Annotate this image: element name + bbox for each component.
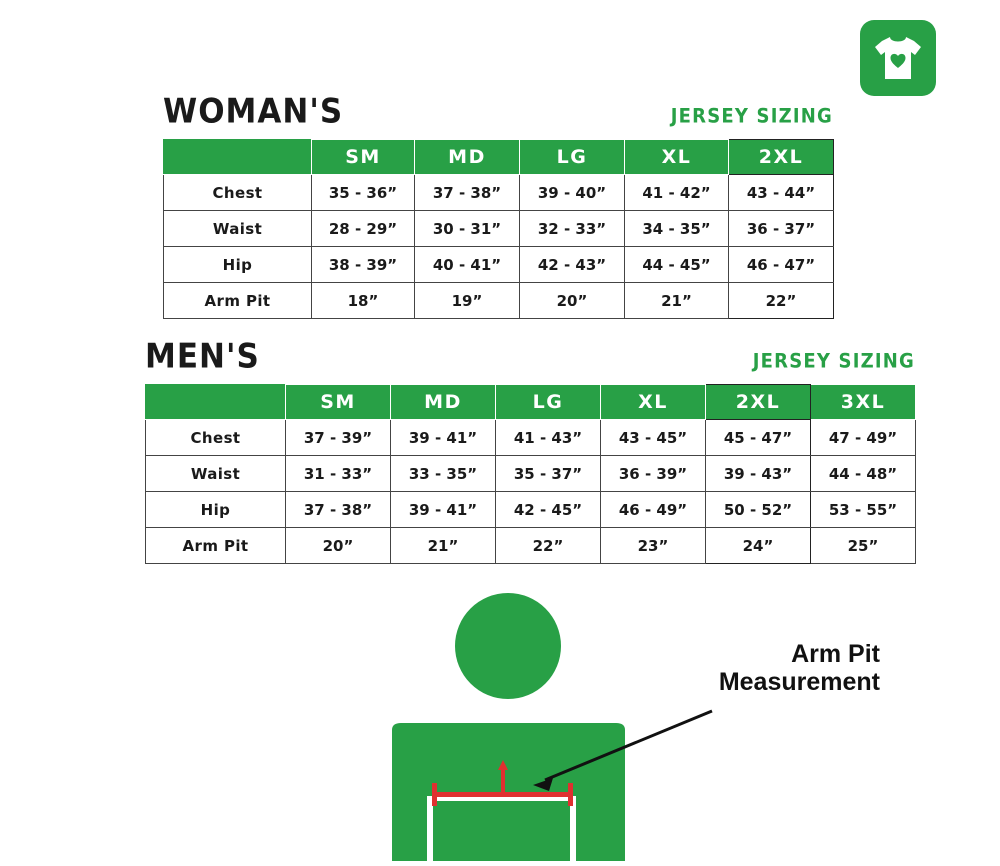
cell-chest-lg: 39 - 40” bbox=[520, 175, 625, 211]
tshirt-heart-icon bbox=[872, 34, 924, 82]
table-row bbox=[146, 492, 916, 528]
cell-waist-md: 33 - 35” bbox=[391, 456, 496, 492]
cell-armpit-3xl: 25” bbox=[811, 528, 916, 564]
cell-chest-sm: 35 - 36” bbox=[312, 175, 415, 211]
cell-hip-lg: 42 - 43” bbox=[520, 247, 625, 283]
col-header-lg: LG bbox=[496, 385, 601, 420]
cell-chest-xl: 43 - 45” bbox=[601, 420, 706, 456]
cell-hip-md: 40 - 41” bbox=[415, 247, 520, 283]
row-label-chest: Chest bbox=[146, 420, 286, 456]
section-title-mens: MEN'S bbox=[145, 337, 260, 376]
section-mens bbox=[145, 337, 915, 564]
row-label-hip: Hip bbox=[164, 247, 312, 283]
cell-hip-2xl: 50 - 52” bbox=[706, 492, 811, 528]
cell-waist-sm: 28 - 29” bbox=[312, 211, 415, 247]
brand-logo-badge bbox=[860, 20, 936, 96]
cell-waist-xl: 36 - 39” bbox=[601, 456, 706, 492]
armpit-measurement-illustration bbox=[0, 580, 1000, 861]
cell-hip-md: 39 - 41” bbox=[391, 492, 496, 528]
table-corner-cell bbox=[164, 140, 312, 175]
cell-chest-3xl: 47 - 49” bbox=[811, 420, 916, 456]
cell-waist-xl: 34 - 35” bbox=[625, 211, 729, 247]
cell-chest-xl: 41 - 42” bbox=[625, 175, 729, 211]
cell-armpit-md: 21” bbox=[391, 528, 496, 564]
cell-chest-lg: 41 - 43” bbox=[496, 420, 601, 456]
callout-line-2: Measurement bbox=[718, 668, 880, 696]
figure-head bbox=[455, 593, 561, 699]
table-row bbox=[164, 211, 834, 247]
table-row bbox=[146, 420, 916, 456]
cell-armpit-md: 19” bbox=[415, 283, 520, 319]
torso-diagram bbox=[0, 580, 1000, 861]
col-header-3xl: 3XL bbox=[811, 385, 916, 420]
table-row bbox=[164, 247, 834, 283]
cell-armpit-sm: 20” bbox=[286, 528, 391, 564]
cell-hip-lg: 42 - 45” bbox=[496, 492, 601, 528]
section-subtitle-womans: JERSEY SIZING bbox=[670, 105, 833, 128]
cell-armpit-2xl: 24” bbox=[706, 528, 811, 564]
col-header-2xl: 2XL bbox=[729, 140, 834, 175]
cell-waist-lg: 32 - 33” bbox=[520, 211, 625, 247]
col-header-lg: LG bbox=[520, 140, 625, 175]
cell-waist-3xl: 44 - 48” bbox=[811, 456, 916, 492]
table-row bbox=[146, 528, 916, 564]
col-header-sm: SM bbox=[286, 385, 391, 420]
callout-line-1: Arm Pit bbox=[791, 640, 880, 668]
section-title-womans: WOMAN'S bbox=[163, 92, 344, 131]
cell-hip-sm: 37 - 38” bbox=[286, 492, 391, 528]
table-row bbox=[146, 456, 916, 492]
col-header-sm: SM bbox=[312, 140, 415, 175]
table-row bbox=[164, 283, 834, 319]
cell-armpit-sm: 18” bbox=[312, 283, 415, 319]
col-header-xl: XL bbox=[625, 140, 729, 175]
cell-chest-md: 39 - 41” bbox=[391, 420, 496, 456]
figure-torso-split-right bbox=[570, 798, 576, 861]
cell-waist-sm: 31 - 33” bbox=[286, 456, 391, 492]
section-header-womans bbox=[163, 92, 833, 131]
cell-waist-2xl: 39 - 43” bbox=[706, 456, 811, 492]
section-womans bbox=[163, 92, 833, 319]
table-row bbox=[164, 175, 834, 211]
table-corner-cell bbox=[146, 385, 286, 420]
cell-hip-3xl: 53 - 55” bbox=[811, 492, 916, 528]
col-header-2xl: 2XL bbox=[706, 385, 811, 420]
row-label-armpit: Arm Pit bbox=[164, 283, 312, 319]
section-subtitle-mens: JERSEY SIZING bbox=[752, 350, 915, 373]
cell-hip-sm: 38 - 39” bbox=[312, 247, 415, 283]
figure-torso-split-left bbox=[427, 798, 433, 861]
cell-armpit-xl: 21” bbox=[625, 283, 729, 319]
col-header-md: MD bbox=[415, 140, 520, 175]
cell-armpit-lg: 22” bbox=[496, 528, 601, 564]
cell-waist-md: 30 - 31” bbox=[415, 211, 520, 247]
cell-armpit-2xl: 22” bbox=[729, 283, 834, 319]
cell-chest-md: 37 - 38” bbox=[415, 175, 520, 211]
cell-waist-2xl: 36 - 37” bbox=[729, 211, 834, 247]
cell-chest-2xl: 43 - 44” bbox=[729, 175, 834, 211]
cell-hip-xl: 46 - 49” bbox=[601, 492, 706, 528]
section-header-mens bbox=[145, 337, 915, 376]
cell-chest-sm: 37 - 39” bbox=[286, 420, 391, 456]
cell-armpit-xl: 23” bbox=[601, 528, 706, 564]
cell-hip-xl: 44 - 45” bbox=[625, 247, 729, 283]
cell-armpit-lg: 20” bbox=[520, 283, 625, 319]
col-header-xl: XL bbox=[601, 385, 706, 420]
cell-chest-2xl: 45 - 47” bbox=[706, 420, 811, 456]
cell-waist-lg: 35 - 37” bbox=[496, 456, 601, 492]
row-label-armpit: Arm Pit bbox=[146, 528, 286, 564]
size-table-womans bbox=[163, 139, 834, 319]
cell-hip-2xl: 46 - 47” bbox=[729, 247, 834, 283]
table-header-row bbox=[164, 140, 834, 175]
size-table-mens bbox=[145, 384, 916, 564]
row-label-chest: Chest bbox=[164, 175, 312, 211]
col-header-md: MD bbox=[391, 385, 496, 420]
row-label-hip: Hip bbox=[146, 492, 286, 528]
table-header-row bbox=[146, 385, 916, 420]
armpit-callout-label bbox=[630, 640, 880, 696]
row-label-waist: Waist bbox=[146, 456, 286, 492]
row-label-waist: Waist bbox=[164, 211, 312, 247]
